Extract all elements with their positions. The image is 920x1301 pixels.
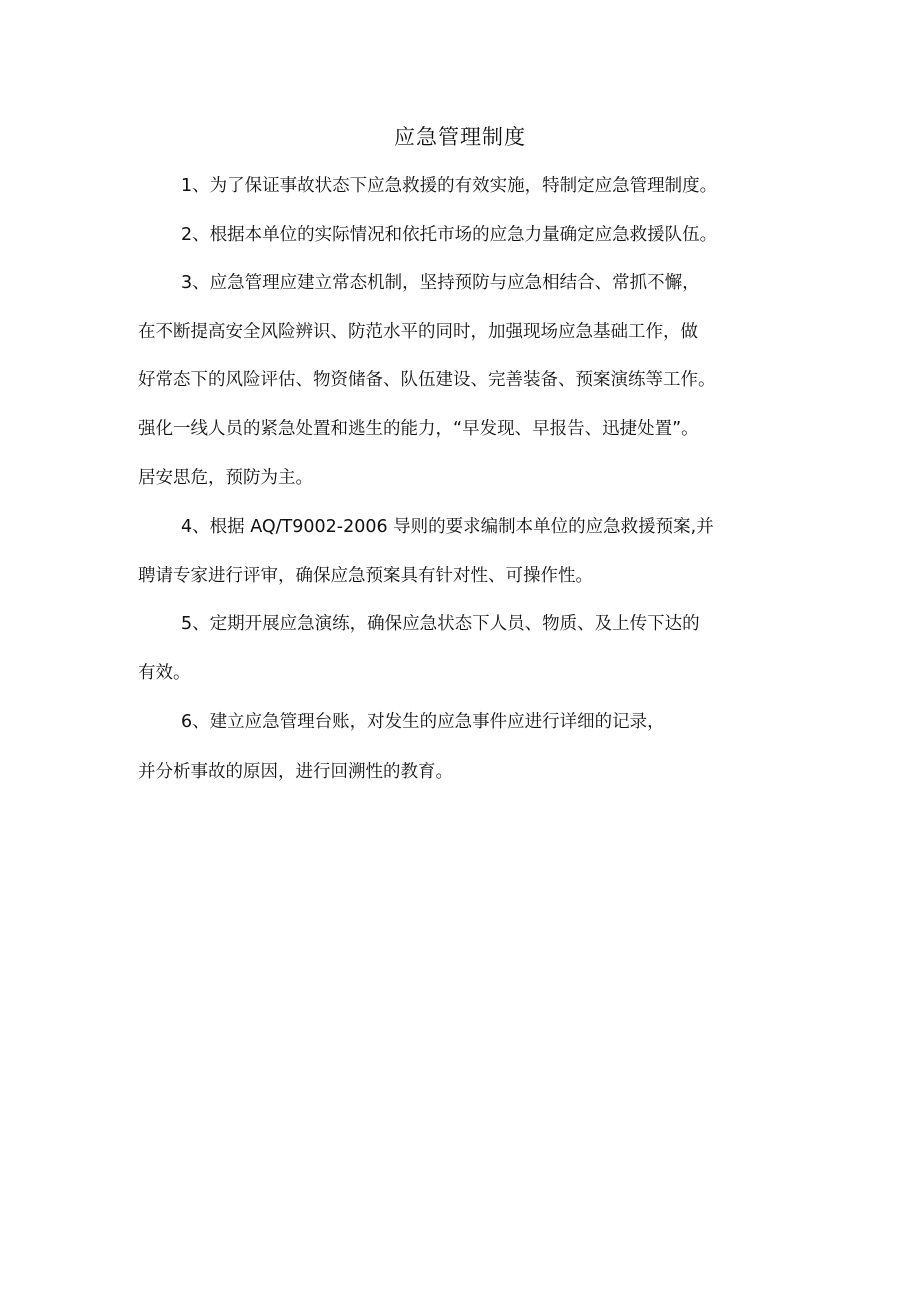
paragraph-3-line-4: 强化一线人员的紧急处置和逃生的能力，“早发现、早报告、迅捷处置”。 — [138, 419, 699, 439]
paragraph-3-line-1: 3、应急管理应建立常态机制，坚持预防与应急相结合、常抓不懈， — [181, 273, 700, 293]
paragraph-6-line-2: 并分析事故的原因，进行回溯性的教育。 — [138, 762, 453, 782]
paragraph-4-line-1: 4、根据 AQ/T9002-2006 导则的要求编制本单位的应急救援预案,并 — [181, 517, 714, 537]
paragraph-3-line-5: 居安思危，预防为主。 — [138, 468, 313, 488]
paragraph-2-line-1: 2、根据本单位的实际情况和依托市场的应急力量确定应急救援队伍。 — [181, 225, 718, 245]
paragraph-5-line-1: 5、定期开展应急演练，确保应急状态下人员、物质、及上传下达的 — [181, 614, 700, 634]
paragraph-5-line-2: 有效。 — [138, 663, 191, 683]
paragraph-4-line-2: 聘请专家进行评审，确保应急预案具有针对性、可操作性。 — [138, 566, 593, 586]
paragraph-1-line-1: 1、为了保证事故状态下应急救援的有效实施，特制定应急管理制度。 — [181, 176, 718, 196]
paragraph-6-line-1: 6、建立应急管理台账，对发生的应急事件应进行详细的记录， — [181, 712, 665, 732]
paragraph-3-line-3: 好常态下的风险评估、物资储备、队伍建设、完善装备、预案演练等工作。 — [138, 370, 716, 390]
paragraph-3-line-2: 在不断提高安全风险辨识、防范水平的同时，加强现场应急基础工作，做 — [138, 322, 698, 342]
document-title: 应急管理制度 — [394, 125, 526, 149]
